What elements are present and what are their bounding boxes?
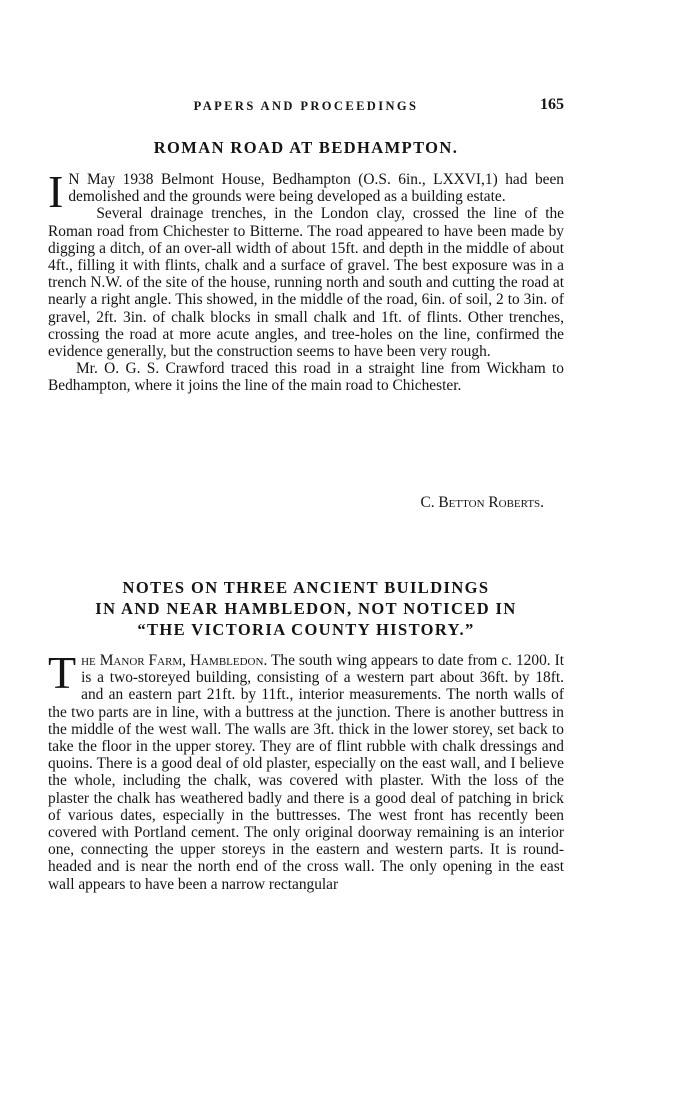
article-notes-body — [48, 647, 564, 893]
title-line: IN AND NEAR HAMBLEDON, NOT NOTICED IN — [95, 599, 517, 618]
title-line: NOTES ON THREE ANCIENT BUILDINGS — [122, 578, 490, 597]
article-roman-road-body — [48, 166, 564, 395]
paragraph-crawford: Mr. O. G. S. Crawford traced this road in a straight line from Wickham to Bedhampton, where it joins the line of the main road to Chichester. — [48, 360, 564, 395]
paragraph-intro-text: N May 1938 Belmont House, Bedhampton (O.S. 6in., LXXVI,1) had been demolished and the grounds were being developed as a building estate. — [68, 171, 564, 206]
dropcap-letter: I — [48, 166, 64, 217]
paragraph-manor-farm-text: The south wing appears to date from c. 1200. It is a two-storeyed building, consisting of a western part about 36ft. by 18ft. and an eastern part 21ft. by 11ft., interior measurements. The north walls of the two parts are in line, with a buttress at the junction. There is another buttress in the middle of the west wall. The walls are 3ft. thick in the lower storey, set back to take the floor in the upper storey. They are of flint rubble with chalk dressings and quoins. There is a good deal of old plaster, especially on the east wall, and I believe the whole, including the chalk, was covered with plaster. With the loss of the plaster the chalk has weathered badly and there is a good deal of patching in brick of various dates, especially in the buttresses. The west front has recently been covered with Portland cement. The only original doorway remaining is an interior one, connecting the upper storeys in the eastern and western parts. It is round-headed and is near the north end of the cross wall. The only opening in the east wall appears to have been a narrow rectangular — [48, 652, 564, 893]
page-number: 165 — [540, 96, 564, 113]
author-signature: C. Betton Roberts. — [420, 494, 544, 511]
paragraph-intro — [48, 166, 564, 217]
title-line: “THE VICTORIA COUNTY HISTORY.” — [137, 620, 475, 639]
article-title-notes — [48, 577, 564, 640]
lead-in-heading: he Manor Farm, Hambledon. — [81, 652, 268, 669]
page-header — [48, 96, 564, 118]
paragraph-manor-farm — [48, 647, 564, 893]
paragraph-trenches: Several drainage trenches, in the London clay, crossed the line of the Roman road from Chichester to Bitterne. The road appeared to have been made by digging a ditch, of an over-all width of about 15ft. and depth in the middle of about 4ft., filling it with flints, chalk and a surface of gravel. The best exposure was in a trench N.W. of the site of the house, running north and south and cutting the road at nearly a right angle. This showed, in the middle of the road, 6in. of soil, 2 to 3in. of gravel, 2ft. 3in. of chalk blocks in small chalk and 1ft. of flints. Other trenches, crossing the road at more acute angles, and tree-holes on the line, confirmed the evidence generally, but the construction seems to have been very rough. — [48, 205, 564, 361]
dropcap-letter: T — [48, 647, 77, 698]
running-head: PAPERS AND PROCEEDINGS — [193, 99, 419, 113]
article-title-roman-road: ROMAN ROAD AT BEDHAMPTON. — [153, 138, 459, 157]
